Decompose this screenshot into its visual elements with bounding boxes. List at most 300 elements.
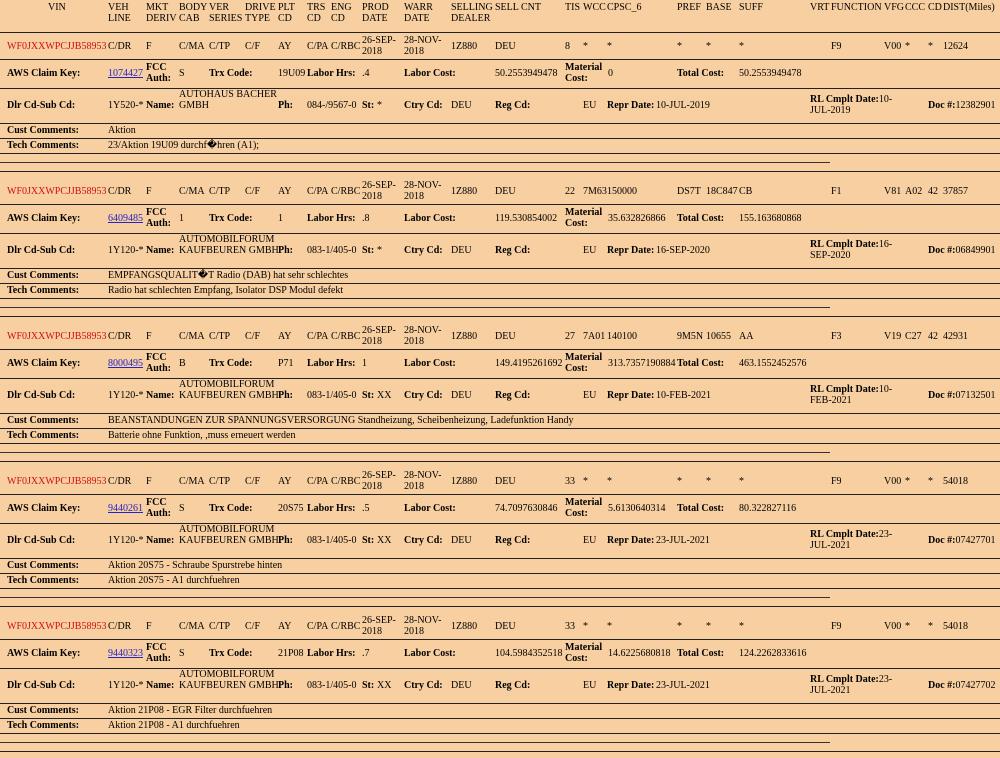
cust-comments-row (0, 269, 1000, 284)
prod-date-value: 26-SEP-2018 (362, 35, 396, 57)
suff-value: AA (739, 331, 754, 342)
eng-cd-value: C/RBC (331, 331, 361, 342)
trx-code-value: P71 (278, 358, 294, 369)
function-value: F9 (831, 621, 842, 632)
drive-type-value: C/F (245, 41, 261, 52)
body-cab-value: C/MA (179, 476, 205, 487)
prod-date-value: 26-SEP-2018 (362, 325, 396, 347)
vfg-value: V00 (884, 476, 902, 487)
tech-comments-value: Radio hat schlechten Empfang, Isolator DSP Modul defekt (108, 285, 344, 296)
dlr-cd-value: 1Y120-* (108, 535, 144, 546)
ctry-cd-value: DEU (451, 390, 472, 401)
ctry-cd-label: Ctry Cd: (404, 100, 443, 111)
record-divider (0, 452, 830, 453)
total-cost-label: Total Cost: (677, 358, 725, 369)
labor-hrs-value: .8 (362, 213, 370, 224)
vfg-value: V19 (884, 331, 902, 342)
tech-comments-row (0, 284, 1000, 299)
cpsc-value: * (607, 476, 612, 487)
trx-code-label: Trx Code: (209, 648, 253, 659)
cust-comments-label: Cust Comments: (7, 705, 79, 716)
header-plt-cd: PLT CD (278, 2, 295, 24)
body-cab-value: C/MA (179, 41, 205, 52)
reg-cd-value: EU (583, 390, 597, 401)
header-pref: PREF (677, 2, 701, 13)
trx-code-value: 21P08 (278, 648, 304, 659)
cpsc-value: * (607, 621, 612, 632)
dealer-row (0, 524, 1000, 559)
eng-cd-value: C/RBC (331, 186, 361, 197)
ph-label: Ph: (278, 390, 293, 401)
header-cpsc: CPSC_6 (607, 2, 642, 13)
function-value: F9 (831, 41, 842, 52)
selling-dealer-value: 1Z880 (451, 41, 478, 52)
dlr-cd-label: Dlr Cd-Sub Cd: (7, 390, 76, 401)
reg-cd-label: Reg Cd: (495, 535, 531, 546)
header-prod-date: PROD DATE (362, 2, 389, 24)
tech-comments-row (0, 429, 1000, 444)
cust-comments-label: Cust Comments: (7, 270, 79, 281)
trs-cd-value: C/PA (307, 621, 329, 632)
vehicle-row (0, 33, 1000, 60)
dealer-name-value: AUTOMOBILFORUM KAUFBEUREN GMBH (179, 524, 279, 546)
doc-label: Doc #: (928, 535, 956, 546)
tis-value: 8 (565, 41, 570, 52)
dist-value: 37857 (943, 186, 968, 197)
tech-comments-label: Tech Comments: (7, 430, 80, 441)
rl-cmplt-date-label: RL Cmplt Date: (810, 674, 879, 685)
repr-date-label: Repr Date: (607, 535, 655, 546)
veh-line-value: C/DR (108, 186, 132, 197)
ctry-cd-label: Ctry Cd: (404, 680, 443, 691)
wcc-value: * (583, 41, 588, 52)
trs-cd-value: C/PA (307, 331, 329, 342)
dealer-row (0, 669, 1000, 704)
trs-cd-value: C/PA (307, 476, 329, 487)
fcc-auth-value: B (179, 358, 186, 369)
dlr-cd-value: 1Y120-* (108, 390, 144, 401)
fcc-auth-label: FCC Auth: (146, 642, 172, 664)
header-dist: DIST(Miles) (943, 2, 995, 13)
aws-claim-key-label: AWS Claim Key: (7, 358, 81, 369)
vfg-value: V00 (884, 621, 902, 632)
aws-claim-key-link[interactable]: 1074427 (108, 68, 143, 79)
header-mkt-deriv: MKT DERIV (146, 2, 177, 24)
doc-number (928, 535, 996, 546)
mkt-deriv-value: F (146, 331, 152, 342)
trx-code-label: Trx Code: (209, 68, 253, 79)
claims-list (0, 33, 1000, 758)
tech-comments-row (0, 139, 1000, 154)
tis-value: 33 (565, 476, 575, 487)
cd-value: * (928, 621, 933, 632)
doc-label: Doc #: (928, 100, 956, 111)
cd-value: * (928, 41, 933, 52)
ccc-value: * (905, 476, 910, 487)
doc-value: 12382901 (955, 100, 996, 111)
dealer-row (0, 234, 1000, 269)
vin-value: WF0JXXWPCJJB58953 (7, 621, 107, 632)
vehicle-row (0, 178, 1000, 205)
header-tis: TIS (565, 2, 580, 13)
material-cost-value: 5.6130640314 (608, 503, 666, 514)
fcc-auth-value: S (179, 503, 185, 514)
ph-value: 083-1/405-0 (307, 535, 357, 546)
dlr-cd-value: 1Y120-* (108, 680, 144, 691)
wcc-value: 7A01 (583, 331, 606, 342)
prod-date-value: 26-SEP-2018 (362, 470, 396, 492)
dlr-cd-label: Dlr Cd-Sub Cd: (7, 245, 76, 256)
trx-code-label: Trx Code: (209, 358, 253, 369)
name-label: Name: (146, 535, 175, 546)
doc-label: Doc #: (928, 390, 956, 401)
drive-type-value: C/F (245, 476, 261, 487)
header-cd: CD (928, 2, 942, 13)
cust-comments-row (0, 559, 1000, 574)
reg-cd-value: EU (583, 680, 597, 691)
header-vrt: VRT (810, 2, 830, 13)
function-value: F3 (831, 331, 842, 342)
cpsc-value: * (607, 41, 612, 52)
base-value: 18C847 (706, 186, 738, 197)
ver-series-value: C/TP (209, 476, 231, 487)
rl-cmplt-date-label: RL Cmplt Date: (810, 384, 879, 395)
record-divider (0, 162, 830, 163)
trx-code-label: Trx Code: (209, 213, 253, 224)
fcc-auth-value: S (179, 68, 185, 79)
header-trs-cd: TRS CD (307, 2, 326, 24)
aws-claim-key-link[interactable]: 9440261 (108, 503, 143, 514)
dist-value: 42931 (943, 331, 968, 342)
repr-date-value: 10-FEB-2021 (656, 390, 711, 401)
cust-comments-row (0, 704, 1000, 719)
pref-value: * (677, 621, 682, 632)
tech-comments-value: Aktion 20S75 - A1 durchfuehren (108, 575, 240, 586)
header-ver-series: VER SERIES (209, 2, 243, 24)
claim-cost-row (0, 350, 1000, 379)
labor-cost-label: Labor Cost: (404, 358, 456, 369)
header-ccc: CCC (905, 2, 926, 13)
labor-hrs-label: Labor Hrs: (307, 648, 356, 659)
labor-cost-label: Labor Cost: (404, 213, 456, 224)
function-value: F9 (831, 476, 842, 487)
header-body-cab: BODY CAB (179, 2, 207, 24)
rl-cmplt-date-label: RL Cmplt Date: (810, 239, 879, 250)
dlr-cd-label: Dlr Cd-Sub Cd: (7, 535, 76, 546)
sell-cnt-value: DEU (495, 331, 516, 342)
eng-cd-value: C/RBC (331, 476, 361, 487)
st-label: St: (362, 100, 375, 111)
tech-comments-label: Tech Comments: (7, 575, 80, 586)
header-suff: SUFF (739, 2, 763, 13)
dealer-name-value: AUTOMOBILFORUM KAUFBEUREN GMBH (179, 669, 279, 691)
reg-cd-value: EU (583, 100, 597, 111)
rl-cmplt-date-label: RL Cmplt Date: (810, 94, 879, 105)
dealer-name-value: AUTOMOBILFORUM KAUFBEUREN GMBH (179, 234, 279, 256)
mkt-deriv-value: F (146, 186, 152, 197)
header-wcc: WCC (583, 2, 606, 13)
st-value: XX (377, 390, 392, 401)
base-value: 10655 (706, 331, 731, 342)
repr-date-value: 16-SEP-2020 (656, 245, 710, 256)
veh-line-value: C/DR (108, 476, 132, 487)
claim-record (0, 468, 1000, 613)
selling-dealer-value: 1Z880 (451, 331, 478, 342)
tech-comments-label: Tech Comments: (7, 140, 80, 151)
labor-cost-label: Labor Cost: (404, 503, 456, 514)
rl-cmplt-date (810, 674, 910, 696)
labor-cost-label: Labor Cost: (404, 648, 456, 659)
plt-cd-value: AY (278, 186, 292, 197)
suff-value: CB (739, 186, 753, 197)
vin-value: WF0JXXWPCJJB58953 (7, 186, 107, 197)
ctry-cd-value: DEU (451, 535, 472, 546)
tech-comments-row (0, 574, 1000, 589)
total-cost-label: Total Cost: (677, 503, 725, 514)
labor-hrs-label: Labor Hrs: (307, 68, 356, 79)
tis-value: 22 (565, 186, 575, 197)
dlr-cd-value: 1Y520-* (108, 100, 144, 111)
labor-hrs-value: .5 (362, 503, 370, 514)
pref-value: DS7T (677, 186, 701, 197)
vin-value: WF0JXXWPCJJB58953 (7, 476, 107, 487)
plt-cd-value: AY (278, 476, 292, 487)
name-label: Name: (146, 390, 175, 401)
cpsc-value: 140100 (607, 331, 637, 342)
name-label: Name: (146, 100, 175, 111)
labor-cost-value: 119.530854002 (495, 213, 558, 224)
sell-cnt-value: DEU (495, 41, 516, 52)
ver-series-value: C/TP (209, 186, 231, 197)
vfg-value: V81 (884, 186, 902, 197)
rl-cmplt-date (810, 384, 910, 406)
record-end-rule (0, 461, 1000, 462)
header-selling-dealer: SELLING DEALER (451, 2, 493, 24)
eng-cd-value: C/RBC (331, 621, 361, 632)
total-cost-value: 124.2262833616 (739, 648, 807, 659)
rl-cmplt-date-value: 16-SEP-2020 (810, 239, 893, 261)
cust-comments-row (0, 414, 1000, 429)
labor-hrs-label: Labor Hrs: (307, 503, 356, 514)
material-cost-label: Material Cost: (565, 352, 603, 374)
st-value: * (377, 100, 382, 111)
cd-value: 42 (928, 186, 938, 197)
vehicle-row (0, 468, 1000, 495)
claim-cost-row (0, 495, 1000, 524)
body-cab-value: C/MA (179, 186, 205, 197)
st-label: St: (362, 390, 375, 401)
ph-label: Ph: (278, 100, 293, 111)
rl-cmplt-date-value: 23-JUL-2021 (810, 674, 893, 696)
material-cost-value: 35.632826866 (608, 213, 666, 224)
doc-number (928, 100, 996, 111)
plt-cd-value: AY (278, 621, 292, 632)
record-end-rule (0, 171, 1000, 172)
reg-cd-label: Reg Cd: (495, 245, 531, 256)
drive-type-value: C/F (245, 331, 261, 342)
fcc-auth-label: FCC Auth: (146, 62, 172, 84)
reg-cd-label: Reg Cd: (495, 390, 531, 401)
vin-value: WF0JXXWPCJJB58953 (7, 41, 107, 52)
dealer-row (0, 379, 1000, 414)
claim-record (0, 613, 1000, 758)
labor-hrs-label: Labor Hrs: (307, 213, 356, 224)
repr-date-label: Repr Date: (607, 245, 655, 256)
mkt-deriv-value: F (146, 476, 152, 487)
record-divider (0, 307, 830, 308)
cust-comments-value: Aktion 21P08 - EGR Filter durchfuehren (108, 705, 273, 716)
doc-label: Doc #: (928, 245, 956, 256)
dealer-name-value: AUTOMOBILFORUM KAUFBEUREN GMBH (179, 379, 279, 401)
aws-claim-key-link[interactable]: 6409485 (108, 213, 143, 224)
name-label: Name: (146, 680, 175, 691)
veh-line-value: C/DR (108, 621, 132, 632)
labor-cost-label: Labor Cost: (404, 68, 456, 79)
total-cost-value: 155.163680868 (739, 213, 802, 224)
selling-dealer-value: 1Z880 (451, 186, 478, 197)
plt-cd-value: AY (278, 331, 292, 342)
pref-value: * (677, 476, 682, 487)
warr-date-value: 28-NOV-2018 (404, 470, 442, 492)
doc-number (928, 680, 996, 691)
tech-comments-value: 23/Aktion 19U09 durchf�hren (A1); (108, 140, 260, 151)
header-vin: VIN (48, 2, 66, 13)
rl-cmplt-date-value: 23-JUL-2021 (810, 529, 893, 551)
ph-value: 083-1/405-0 (307, 390, 357, 401)
ctry-cd-label: Ctry Cd: (404, 390, 443, 401)
ctry-cd-label: Ctry Cd: (404, 535, 443, 546)
rl-cmplt-date-value: 10-FEB-2021 (810, 384, 893, 406)
header-drive-type: DRIVE TYPE (245, 2, 276, 24)
fcc-auth-label: FCC Auth: (146, 352, 172, 374)
fcc-auth-label: FCC Auth: (146, 497, 172, 519)
cd-value: * (928, 476, 933, 487)
total-cost-label: Total Cost: (677, 213, 725, 224)
st-label: St: (362, 245, 375, 256)
material-cost-value: 0 (608, 68, 613, 79)
reg-cd-label: Reg Cd: (495, 100, 531, 111)
repr-date-label: Repr Date: (607, 390, 655, 401)
warr-date-value: 28-NOV-2018 (404, 35, 442, 57)
ver-series-value: C/TP (209, 331, 231, 342)
cust-comments-label: Cust Comments: (7, 125, 79, 136)
dlr-cd-value: 1Y120-* (108, 245, 144, 256)
drive-type-value: C/F (245, 621, 261, 632)
sell-cnt-value: DEU (495, 476, 516, 487)
total-cost-value: 463.1552452576 (739, 358, 807, 369)
trx-code-value: 20S75 (278, 503, 304, 514)
header-eng-cd: ENG CD (331, 2, 352, 24)
rl-cmplt-date (810, 94, 910, 116)
vehicle-row (0, 323, 1000, 350)
suff-value: * (739, 621, 744, 632)
tis-value: 27 (565, 331, 575, 342)
header-vfg: VFG (884, 2, 905, 13)
rl-cmplt-date-value: 10-JUL-2019 (810, 94, 893, 116)
material-cost-label: Material Cost: (565, 62, 603, 84)
tech-comments-row (0, 719, 1000, 734)
total-cost-value: 50.2553949478 (739, 68, 802, 79)
repr-date-value: 23-JUL-2021 (656, 680, 710, 691)
dist-value: 54018 (943, 621, 968, 632)
cust-comments-value: BEANSTANDUNGEN ZUR SPANNUNGSVERSORGUNG Standheizung, Scheibenheizung, Ladefunktion Handy (108, 415, 574, 426)
claim-cost-row (0, 205, 1000, 234)
aws-claim-key-link[interactable]: 9440323 (108, 648, 143, 659)
veh-line-value: C/DR (108, 331, 132, 342)
selling-dealer-value: 1Z880 (451, 476, 478, 487)
repr-date-label: Repr Date: (607, 100, 655, 111)
name-label: Name: (146, 245, 175, 256)
header-veh-line: VEH LINE (108, 2, 131, 24)
cpsc-value: 150000 (607, 186, 637, 197)
st-label: St: (362, 535, 375, 546)
ctry-cd-value: DEU (451, 245, 472, 256)
dealer-name-value: AUTOHAUS BACHER GMBH (179, 89, 277, 111)
st-label: St: (362, 680, 375, 691)
rl-cmplt-date (810, 239, 910, 261)
doc-value: 06849901 (955, 245, 996, 256)
sell-cnt-value: DEU (495, 621, 516, 632)
cust-comments-value: EMPFANGSQUALIT�T Radio (DAB) hat sehr schlechtes (108, 270, 349, 281)
claim-cost-row (0, 60, 1000, 89)
ccc-value: C27 (905, 331, 922, 342)
labor-hrs-value: .7 (362, 648, 370, 659)
total-cost-label: Total Cost: (677, 68, 725, 79)
suff-value: * (739, 41, 744, 52)
trx-code-label: Trx Code: (209, 503, 253, 514)
dlr-cd-label: Dlr Cd-Sub Cd: (7, 680, 76, 691)
drive-type-value: C/F (245, 186, 261, 197)
claim-record (0, 323, 1000, 468)
trx-code-value: 1 (278, 213, 283, 224)
pref-value: 9M5N (677, 331, 704, 342)
mkt-deriv-value: F (146, 621, 152, 632)
claim-record (0, 178, 1000, 323)
labor-hrs-value: 1 (362, 358, 367, 369)
ccc-value: * (905, 41, 910, 52)
aws-claim-key-label: AWS Claim Key: (7, 213, 81, 224)
sell-cnt-value: DEU (495, 186, 516, 197)
material-cost-label: Material Cost: (565, 642, 603, 664)
aws-claim-key-link[interactable]: 8000495 (108, 358, 143, 369)
material-cost-label: Material Cost: (565, 497, 603, 519)
material-cost-label: Material Cost: (565, 207, 603, 229)
doc-label: Doc #: (928, 680, 956, 691)
st-value: XX (377, 680, 392, 691)
ph-value: 083-1/405-0 (307, 245, 357, 256)
record-divider (0, 742, 830, 743)
reg-cd-label: Reg Cd: (495, 680, 531, 691)
cust-comments-label: Cust Comments: (7, 415, 79, 426)
vfg-value: V00 (884, 41, 902, 52)
doc-value: 07427701 (955, 535, 996, 546)
rl-cmplt-date (810, 529, 910, 551)
base-value: * (706, 41, 711, 52)
selling-dealer-value: 1Z880 (451, 621, 478, 632)
doc-value: 07132501 (955, 390, 996, 401)
mkt-deriv-value: F (146, 41, 152, 52)
claim-record (0, 33, 1000, 178)
vehicle-row (0, 613, 1000, 640)
dist-value: 12624 (943, 41, 968, 52)
ccc-value: * (905, 621, 910, 632)
doc-value: 07427702 (955, 680, 996, 691)
wcc-value: * (583, 476, 588, 487)
labor-hrs-value: .4 (362, 68, 370, 79)
trs-cd-value: C/PA (307, 41, 329, 52)
cd-value: 42 (928, 331, 938, 342)
pref-value: * (677, 41, 682, 52)
